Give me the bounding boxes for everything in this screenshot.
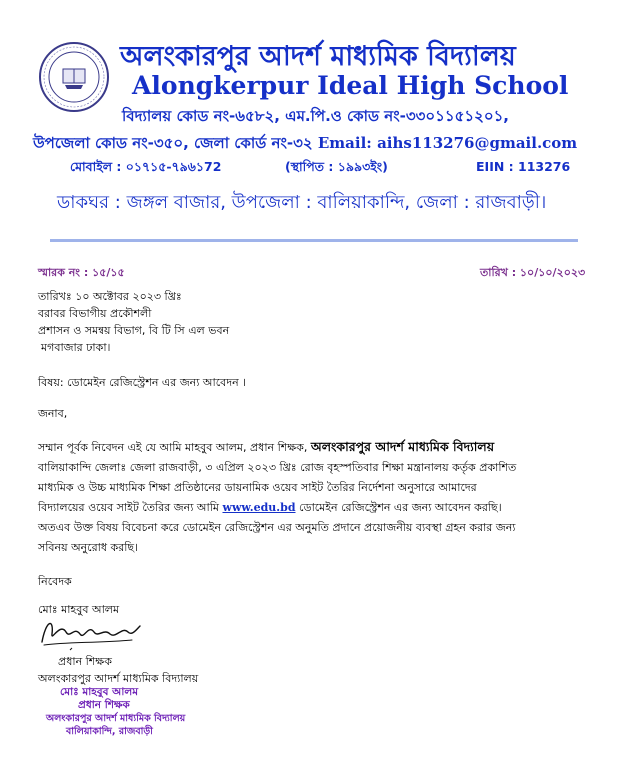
memo-number: স্মারক নং : ১৫/১৫ [38, 266, 125, 279]
school-name-english: Alongkerpur Ideal High School [132, 71, 569, 100]
rubber-stamp [38, 686, 188, 742]
school-name-bengali: অলংকারপুর আদর্শ মাধ্যমিক বিদ্যালয় [120, 41, 516, 72]
school-codes-line: বিদ্যালয় কোড নং-৬৫৮২, এম.পি.ও কোড নং-৩৩০১১৫১২০১, [122, 107, 510, 125]
body-line-6: সবিনয় অনুরোধ করছি। [38, 541, 138, 554]
body-line-2: বালিয়াকান্দি জেলাঃ জেলা রাজবাড়ী, ৩ এপ্রিল ২০২৩ খ্রিঃ রোজ বৃহস্পতিবার শিক্ষা মন্ত্রানালয় কর্তৃক প্রকাশিত [38, 461, 517, 474]
stamp-school: অলংকারপুর আদর্শ মাধ্যমিক বিদ্যালয় [46, 713, 186, 724]
applicant-school: অলংকারপুর আদর্শ মাধ্যমিক বিদ্যালয় [38, 672, 199, 685]
recipient-department: প্রশাসন ও সমন্বয় বিভাগ, বি টি সি এল ভবন [38, 324, 230, 337]
recipient-date: তারিখঃ ১০ অক্টোবর ২০২৩ খ্রিঃ [38, 290, 182, 303]
body-line-5: অতএব উক্ত বিষয় বিবেচনা করে ডোমেইন রেজিস্ট্রেশন এর অনুমতি প্রদানে প্রয়োজনীয় ব্যবস্থা গ্রহন করার জন্য [38, 521, 516, 534]
handwritten-signature [36, 612, 146, 652]
body-line-3: মাধ্যমিক ও উচ্চ মাধ্যমিক শিক্ষা প্রতিষ্ঠানের ডায়নামিক ওয়েব সাইট তৈরির নির্দেশনা অনুসারে আমাদের [38, 481, 477, 494]
stamp-place: বালিয়াকান্দি, রাজবাড়ী [66, 726, 153, 737]
eiin-number: EIIN : 113276 [476, 159, 571, 174]
applicant-label: নিবেদক [38, 575, 72, 588]
applicant-name: মোঃ মাহবুব আলম [38, 603, 120, 616]
body-line-1: সম্মান পূর্বক নিবেদন এই যে আমি মাহবুব আলম, প্রধান শিক্ষক, অলংকারপুর আদর্শ মাধ্যমিক বিদ্যালয় [38, 439, 495, 454]
domain-link[interactable]: www.edu.bd [222, 501, 296, 514]
letter-date: তারিখ : ১০/১০/২০২৩ [480, 266, 586, 279]
stamp-name: মোঃ মাহবুব আলম [60, 686, 139, 698]
recipient-location: মগবাজার ঢাকা। [41, 341, 111, 354]
established-year: (স্থাপিত : ১৯৯৩ইং) [285, 159, 388, 174]
subject-line: বিষয়: ডোমেইন রেজিস্ট্রেশন এর জন্য আবেদন । [38, 376, 247, 389]
applicant-designation: প্রধান শিক্ষক [58, 655, 112, 668]
school-logo [38, 41, 110, 113]
postal-address: ডাকঘর : জঙ্গল বাজার, উপজেলা : বালিয়াকান্দি, জেলা : রাজবাড়ী। [57, 192, 547, 213]
body-line-4: বিদ্যালয়ের ওয়েব সাইট তৈরির জন্য আমি www.edu.bd ডোমেইন রেজিস্ট্রেশন এর জন্য আবেদন করছি। [38, 501, 502, 514]
email-address[interactable]: aihs113276@gmail.com [377, 134, 578, 152]
upazila-codes-line [33, 132, 577, 157]
recipient-block [38, 288, 229, 356]
letter-body [38, 437, 516, 558]
email-label: Email: [317, 134, 372, 152]
header-divider [50, 239, 578, 242]
salutation: জনাব, [38, 407, 68, 420]
stamp-designation: প্রধান শিক্ষক [78, 699, 130, 711]
upazila-district-codes: উপজেলা কোড নং-৩৫০, জেলা কোর্ড নং-৩২ [33, 134, 313, 152]
body-school-name: অলংকারপুর আদর্শ মাধ্যমিক বিদ্যালয় [310, 439, 495, 454]
recipient-title: বরাবর বিভাগীয় প্রকৌশলী [38, 307, 152, 320]
mobile-number: মোবাইল : ০১৭১৫-৭৯৬১72 [70, 159, 222, 174]
